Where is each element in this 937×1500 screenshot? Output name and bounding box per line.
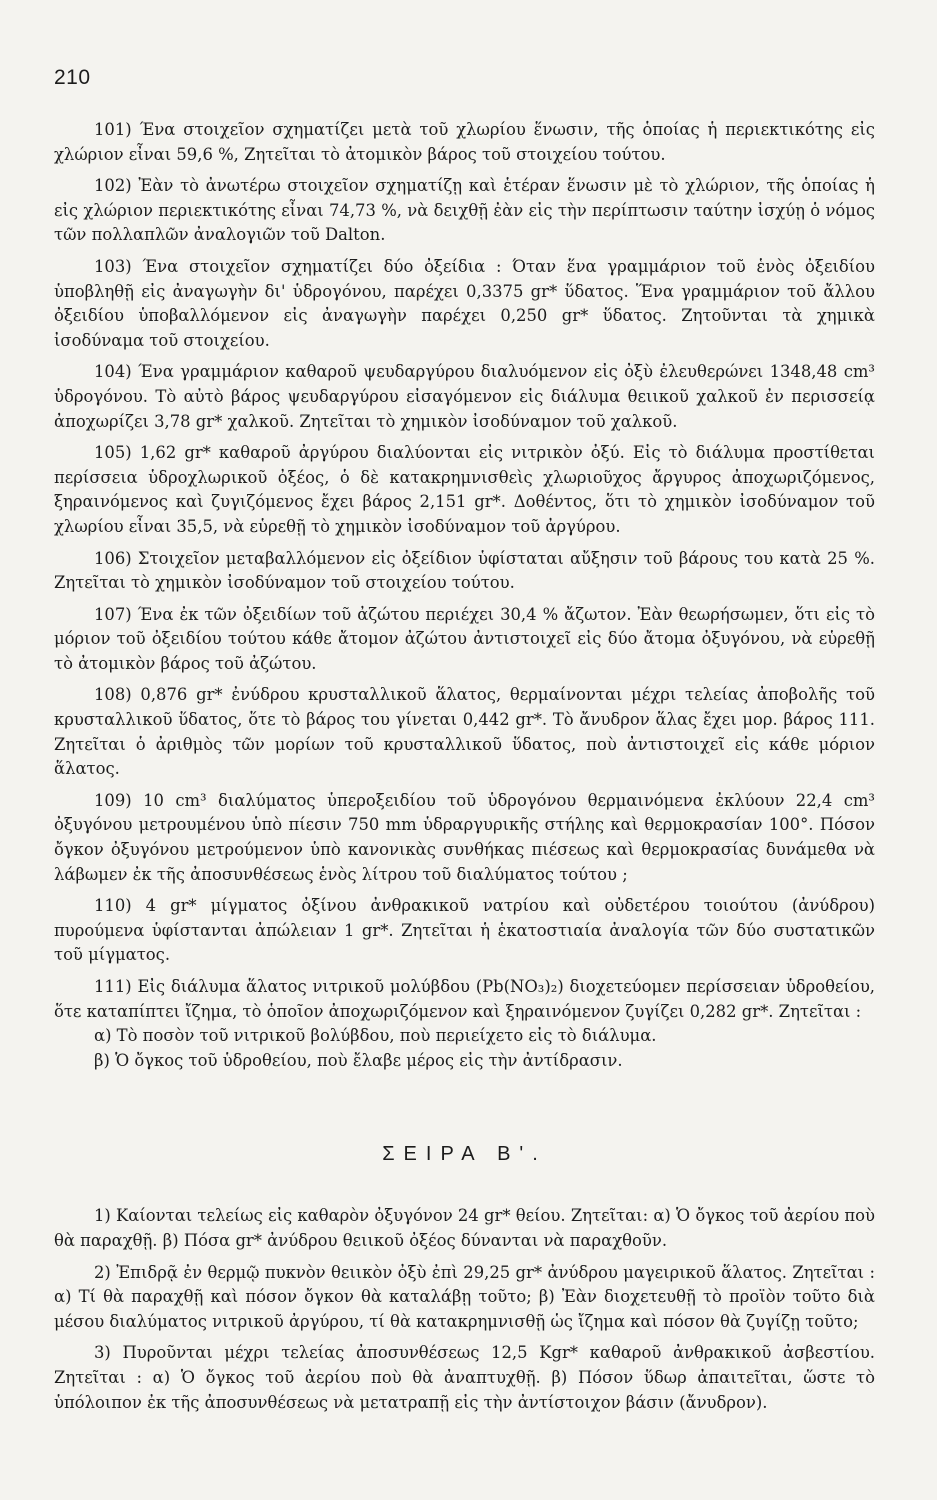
- problem-104: 104) Ένα γραμμάριον καθαροῦ ψευδαργύρου διαλυόμενον εἰς ὀξὺ ἐλευθερώνει 1348,48 cm³ ὑδρογόνου. Τὸ αὐτὸ βάρος ψευδαργύρου εἰσαγόμενον εἰς διάλυμα θειικοῦ χαλκοῦ ἐν περισσείᾳ ἀποχωρίζει 3,78 gr* χαλκοῦ. Ζητεῖται τὸ χημικὸν ἰσοδύναμον τοῦ χαλκοῦ.: [54, 362, 875, 431]
- page-content: [54, 118, 875, 1422]
- problem-110: 110) 4 gr* μίγματος ὀξίνου ἀνθρακικοῦ νατρίου καὶ οὐδετέρου τοιούτου (ἀνύδρου) πυρούμενα ὑφίστανται ἀπώλειαν 1 gr*. Ζητεῖται ἡ ἑκατοστιαία ἀναλογία τῶν δύο συστατικῶν τοῦ μίγματος.: [54, 896, 875, 965]
- problem-b-2: 2) Ἐπιδρᾷ ἐν θερμῷ πυκνὸν θειικὸν ὀξὺ ἐπὶ 29,25 gr* ἀνύδρου μαγειρικοῦ ἅλατος. Ζητεῖται : α) Τί θὰ παραχθῇ καὶ πόσον ὄγκον θὰ καταλάβῃ τοῦτο; β) Ἐὰν διοχετευθῇ τὸ προϊὸν τοῦτο διὰ μέσου διαλύματος νιτρικοῦ ἀργύρου, τί θὰ κατακρημνισθῇ ὡς ἴζημα καὶ πόσον θὰ ζυγίζῃ τοῦτο;: [54, 1262, 875, 1331]
- problem-107: 107) Ένα ἐκ τῶν ὀξειδίων τοῦ ἀζώτου περιέχει 30,4 % ἄζωτον. Ἐὰν θεωρήσωμεν, ὅτι εἰς τὸ μόριον τοῦ ὀξειδίου τούτου κάθε ἄτομον ἀζώτου ἀντιστοιχεῖ εἰς δύο ἄτομα ὀξυγόνου, νὰ εὑρεθῇ τὸ ἀτομικὸν βάρος τοῦ ἀζώτου.: [54, 604, 875, 673]
- problem-b-1: 1) Καίονται τελείως εἰς καθαρὸν ὀξυγόνον 24 gr* θείου. Ζητεῖται: α) Ὁ ὄγκος τοῦ ἀερίου ποὺ θὰ παραχθῇ. β) Πόσα gr* ἀνύδρου θειικοῦ ὀξέος δύνανται νὰ παραχθοῦν.: [54, 1206, 875, 1250]
- problem-102: 102) Ἐὰν τὸ ἀνωτέρω στοιχεῖον σχηματίζῃ καὶ ἑτέραν ἕνωσιν μὲ τὸ χλώριον, τῆς ὁποίας ἡ εἰς χλώριον περιεκτικότης εἶναι 74,73 %, νὰ δειχθῇ ἐὰν εἰς τὴν περίπτωσιν ταύτην ἰσχύῃ ὁ νόμος τῶν πολλαπλῶν ἀναλογιῶν τοῦ Dalton.: [54, 176, 875, 245]
- problem-106: 106) Στοιχεῖον μεταβαλλόμενον εἰς ὀξείδιον ὑφίσταται αὔξησιν τοῦ βάρους του κατὰ 25 %. Ζητεῖται τὸ χημικὸν ἰσοδύναμον τοῦ στοιχείου τούτου.: [54, 548, 875, 593]
- problem-111-sub-a: α) Τὸ ποσὸν τοῦ νιτρικοῦ βολύβδου, ποὺ περιείχετο εἰς τὸ διάλυμα.: [94, 1026, 657, 1046]
- problem-109: 109) 10 cm³ διαλύματος ὑπεροξειδίου τοῦ ὑδρογόνου θερμαινόμενα ἐκλύουν 22,4 cm³ ὀξυγόνου μετρουμένου ὑπὸ πίεσιν 750 mm ὑδραργυρικῆς στήλης καὶ θερμοκρασίαν 100°. Πόσον ὄγκον ὀξυγόνου μετρούμενον ὑπὸ κανονικὰς συνθήκας πιέσεως καὶ θερμοκρασίας δυνάμεθα νὰ λάβωμεν ἐκ τῆς ἀποσυνθέσεως ἑνὸς λίτρου τοῦ διαλύματος τούτου ;: [54, 790, 875, 884]
- section-b-title: ΣΕΙΡΑ Β'.: [382, 1143, 547, 1166]
- problem-b-3: 3) Πυροῦνται μέχρι τελείας ἀποσυνθέσεως 12,5 Kgr* καθαροῦ ἀνθρακικοῦ ἀσβεστίου. Ζητεῖται : α) Ὁ ὄγκος τοῦ ἀερίου ποὺ θὰ ἀναπτυχθῇ. β) Πόσον ὕδωρ ἀπαιτεῖται, ὥστε τὸ ὑπόλοιπον ἐκ τῆς ἀποσυνθέσεως νὰ μετατραπῇ εἰς τὴν ἀντίστοιχον βάσιν (ἄνυδρον).: [54, 1343, 875, 1412]
- page-number: 210: [54, 66, 91, 89]
- problem-111: 111) Εἰς διάλυμα ἅλατος νιτρικοῦ μολύβδου (Pb(NO₃)₂) διοχετεύομεν περίσσειαν ὑδροθείου, ὅτε καταπίπτει ἴζημα, τὸ ὁποῖον ἀποχωριζόμενον καὶ ξηραινόμενον ζυγίζει 0,282 gr*. Ζητεῖται :: [54, 977, 875, 1021]
- problem-103: 103) Ένα στοιχεῖον σχηματίζει δύο ὀξείδια : Όταν ἕνα γραμμάριον τοῦ ἑνὸς ὀξειδίου ὑποβληθῇ εἰς ἀναγωγὴν δι' ὑδρογόνου, παρέχει 0,3375 gr* ὕδατος. Ἕνα γραμμάριον τοῦ ἄλλου ὀξειδίου ὑποβαλλόμενον εἰς ἀναγωγὴν παρέχει 0,250 gr* ὕδατος. Ζητοῦνται τὰ χημικὰ ἰσοδύναμα τοῦ στοιχείου.: [54, 256, 875, 350]
- problem-111-subquestions: [54, 1024, 875, 1073]
- problem-101: 101) Ένα στοιχεῖον σχηματίζει μετὰ τοῦ χλωρίου ἕνωσιν, τῆς ὁποίας ἡ περιεκτικότης εἰς χλώριον εἶναι 59,6 %, Ζητεῖται τὸ ἀτομικὸν βάρος τοῦ στοιχείου τούτου.: [54, 120, 875, 164]
- problem-105: 105) 1,62 gr* καθαροῦ ἀργύρου διαλύονται εἰς νιτρικὸν ὀξύ. Εἰς τὸ διάλυμα προστίθεται περίσσεια ὑδροχλωρικοῦ ὀξέος, ὁ δὲ κατακρημνισθεὶς χλωριοῦχος ἄργυρος ἀποχωριζόμενος, ξηραινόμενος καὶ ζυγιζόμενος ἔχει βάρος 2,151 gr*. Δοθέντος, ὅτι τὸ χημικὸν ἰσοδύναμον τοῦ χλωρίου εἶναι 35,5, νὰ εὑρεθῇ τὸ χημικὸν ἰσοδύναμον τοῦ ἀργύρου.: [54, 443, 875, 536]
- problem-111-sub-b: β) Ὁ ὄγκος τοῦ ὑδροθείου, ποὺ ἔλαβε μέρος εἰς τὴν ἀντίδρασιν.: [94, 1050, 623, 1070]
- problem-108: 108) 0,876 gr* ἐνύδρου κρυσταλλικοῦ ἅλατος, θερμαίνονται μέχρι τελείας ἀποβολῆς τοῦ κρυσταλλικοῦ ὕδατος, ὅτε τὸ βάρος του γίνεται 0,442 gr*. Τὸ ἄνυδρον ἅλας ἔχει μορ. βάρος 111. Ζητεῖται ὁ ἀριθμὸς τῶν μορίων τοῦ κρυσταλλικοῦ ὕδατος, ποὺ ἀντιστοιχεῖ εἰς κάθε μόριον ἅλατος.: [54, 685, 875, 779]
